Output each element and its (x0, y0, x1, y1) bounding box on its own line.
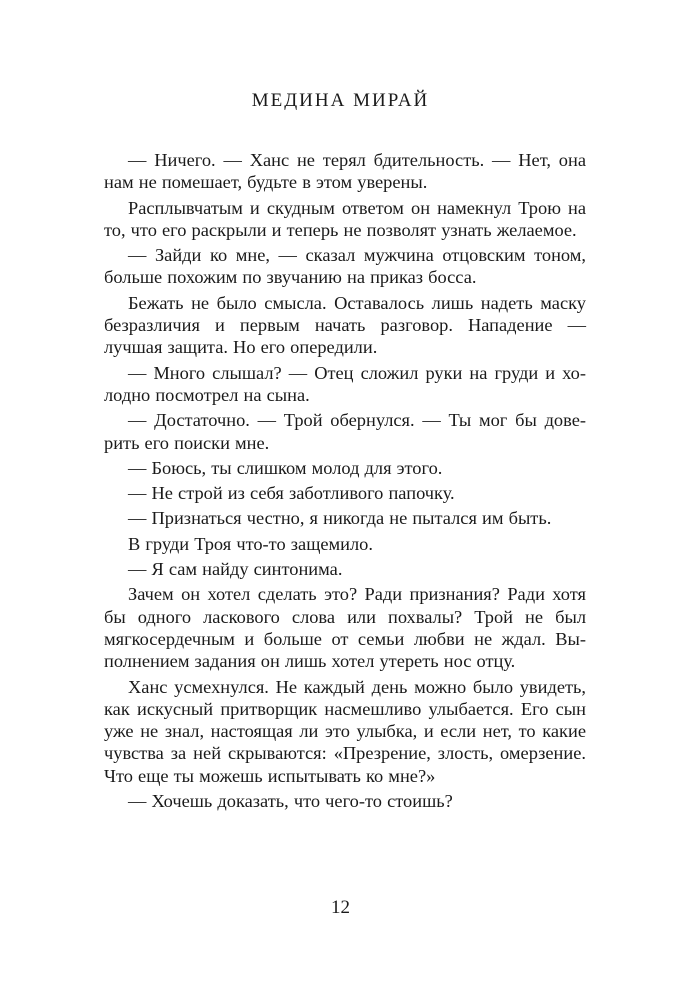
paragraph: — Хочешь доказать, что чего-то стоишь? (128, 791, 453, 812)
paragraph: — Я сам найду синтонима. (128, 559, 343, 580)
page-number: 12 (331, 897, 350, 918)
paragraph: Зачем он хотел сделать это? Ради признания? Ради хотя бы одного ласкового слова или похвалы? Трой не был мягкосердечным и больше от семьи любви не ждал. Выполнением задания он лишь хотел утереть нос отцу. (104, 584, 586, 672)
running-header: МЕДИНА МИРАЙ (251, 90, 430, 111)
body-text (104, 149, 586, 812)
paragraph: — Зайди ко мне, — сказал мужчина отцовским тоном, больше похожим по звучанию на приказ босса. (104, 245, 586, 288)
paragraph: — Не строй из себя заботливого папочку. (128, 483, 455, 504)
paragraph: — Достаточно. — Трой обернулся. — Ты мог бы доверить его поиски мне. (104, 410, 586, 453)
paragraph: В груди Троя что-то защемило. (128, 533, 373, 554)
paragraph: — Ничего. — Ханс не терял бдительность. — Нет, она нам не помешает, будьте в этом уверены. (104, 150, 586, 193)
paragraph: Бежать не было смысла. Оставалось лишь надеть маску безразличия и первым начать разговор. Нападение — лучшая защита. Но его опередили. (104, 292, 586, 358)
paragraph: Ханс усмехнулся. Не каждый день можно было увидеть, как искусный притворщик насмешливо улыбается. Его сын уже не знал, настоящая ли это улыбка, и если нет, то какие чувства за ней скрываются: «Презрение, злость, омерзение. Что еще ты можешь испытывать ко мне?» (104, 676, 586, 786)
paragraph: — Признаться честно, я никогда не пытался им быть. (128, 508, 552, 529)
paragraph: — Много слышал? — Отец сложил руки на груди и холодно посмотрел на сына. (104, 362, 586, 405)
paragraph: Расплывчатым и скудным ответом он намекнул Трою на то, что его раскрыли и теперь не позволят узнать желаемое. (104, 197, 586, 240)
paragraph: — Боюсь, ты слишком молод для этого. (128, 457, 443, 478)
